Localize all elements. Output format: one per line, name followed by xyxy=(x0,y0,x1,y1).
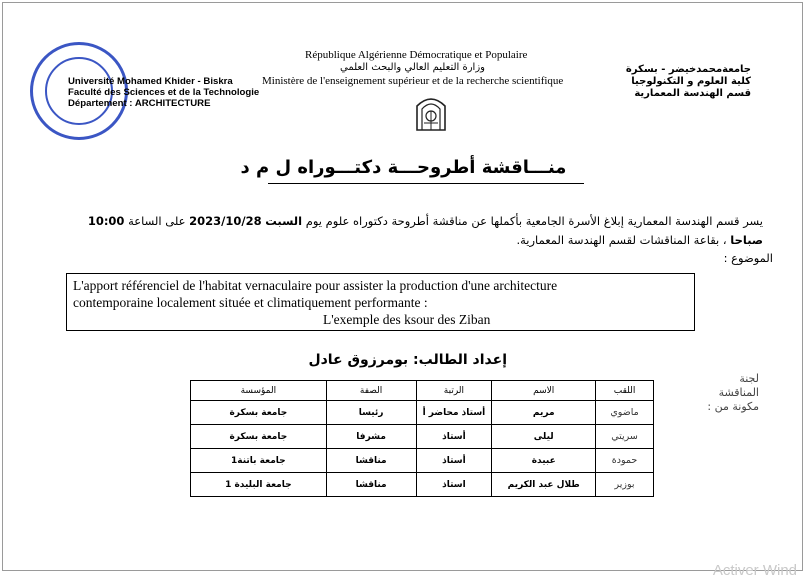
jury-header-row xyxy=(191,381,654,401)
table-row xyxy=(191,425,654,449)
jury-role: مناقشا xyxy=(326,473,416,497)
thesis-title-line-2: contemporaine localement située et climatiquement performante : xyxy=(73,295,428,310)
header-rank: الرتبة xyxy=(416,381,492,401)
university-logo-icon xyxy=(413,90,449,132)
department-name-ar: قسم الهندسة المعمارية xyxy=(634,88,751,99)
university-name-ar: جامعةمحمدخيضر - بسكرة xyxy=(625,64,751,75)
header-last-name: اللقب xyxy=(596,381,654,401)
table-row xyxy=(191,401,654,425)
faculty-name: Faculté des Sciences et de la Technologie xyxy=(68,87,260,98)
jury-last-name: ماضوي xyxy=(596,401,654,425)
jury-institution: جامعة باتنة1 xyxy=(191,449,327,473)
university-name: Université Mohamed Khider - Biskra xyxy=(68,76,233,87)
prepared-by: إعداد الطالب: بومرزوق عادل xyxy=(308,352,507,368)
announcement-day: السبت xyxy=(265,214,303,228)
jury-role: مناقشا xyxy=(326,449,416,473)
title-underline xyxy=(268,183,584,184)
jury-table xyxy=(190,380,654,497)
jury-rank: أستاذ محاضر أ xyxy=(416,401,492,425)
thesis-title-line-3: L'exemple des ksour des Ziban xyxy=(323,312,491,327)
announcement-time-label: على الساعة xyxy=(124,214,190,228)
jury-last-name: بوزير xyxy=(596,473,654,497)
header-role: الصفة xyxy=(326,381,416,401)
announcement-time: 10:00 xyxy=(87,214,125,228)
committee-label: لجنة المناقشة مكونة من : xyxy=(707,372,759,413)
jury-last-name: حمودة xyxy=(596,449,654,473)
jury-last-name: سريتي xyxy=(596,425,654,449)
table-row xyxy=(191,473,654,497)
thesis-title-line-1: L'apport référenciel de l'habitat vernaculaire pour assister la production d'une architecture xyxy=(73,278,558,293)
table-row xyxy=(191,449,654,473)
jury-first-name: ليلى xyxy=(492,425,596,449)
announcement-line-2 xyxy=(63,233,763,247)
jury-first-name: طلال عبد الكريم xyxy=(492,473,596,497)
announcement-intro: يسر قسم الهندسة المعمارية إبلاغ الأسرة الجامعية بأكملها عن مناقشة أطروحة دكتوراه علوم يوم xyxy=(302,214,763,228)
jury-rank: أستاذ xyxy=(416,449,492,473)
header-left-fr xyxy=(68,76,259,109)
jury-first-name: مريم xyxy=(492,401,596,425)
jury-institution: جامعة بسكرة xyxy=(191,401,327,425)
jury-first-name: عبيدة xyxy=(492,449,596,473)
header-right-ar xyxy=(626,64,751,100)
ministry-fr: Ministère de l'enseignement supérieur et de la recherche scientifique xyxy=(262,75,564,87)
jury-rank: أستاذ xyxy=(416,425,492,449)
republic-name: République Algérienne Démocratique et Populaire xyxy=(305,49,528,61)
faculty-name-ar: كلية العلوم و التكنولوجيا xyxy=(631,76,751,87)
announcement-line-1 xyxy=(63,214,763,228)
jury-role: رئيسا xyxy=(326,401,416,425)
header-institution: المؤسسة xyxy=(191,381,327,401)
ministry-ar: وزارة التعليم العالي والبحث العلمي xyxy=(340,62,485,73)
jury-rank: استاذ xyxy=(416,473,492,497)
jury-institution: جامعة البليدة 1 xyxy=(191,473,327,497)
page-title: منـــاقشة أطروحـــة دكتـــوراه ل م د xyxy=(240,157,567,178)
announcement-date: 2023/10/28 xyxy=(189,214,262,228)
announcement-period: صباحا xyxy=(730,233,763,247)
jury-institution: جامعة بسكرة xyxy=(191,425,327,449)
announcement-location: ، بقاعة المناقشات لقسم الهندسة المعمارية. xyxy=(516,233,731,247)
activation-watermark: Activer Wind xyxy=(712,562,797,579)
subject-label: الموضوع : xyxy=(723,251,773,265)
jury-role: مشرفا xyxy=(326,425,416,449)
department-name: Département : ARCHITECTURE xyxy=(68,98,211,109)
header-first-name: الاسم xyxy=(492,381,596,401)
